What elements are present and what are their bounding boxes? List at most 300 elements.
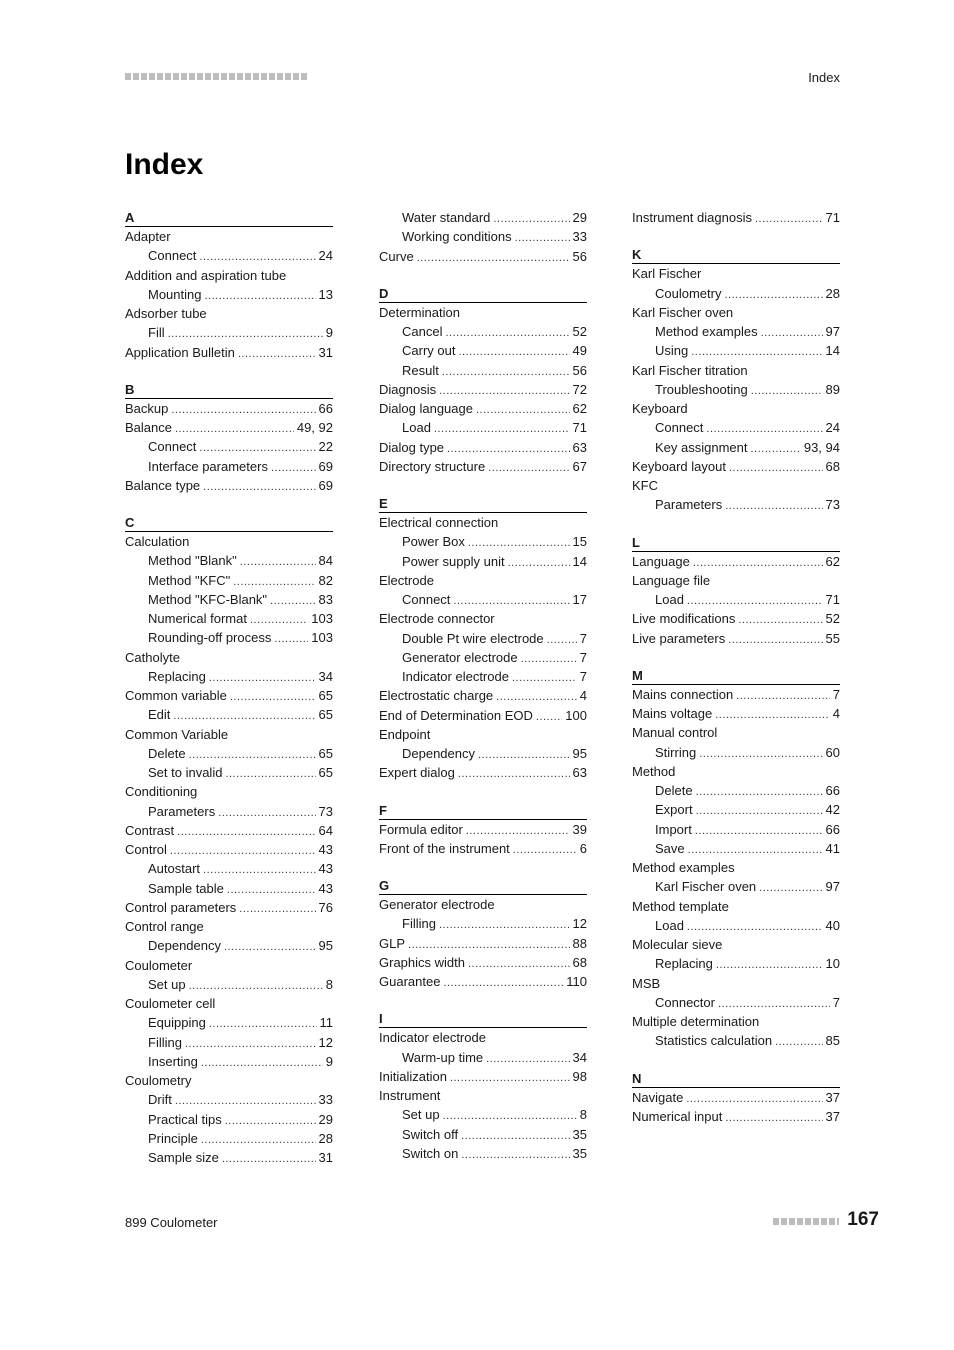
entry-page: 4: [579, 688, 587, 704]
entry-page: 43: [318, 842, 333, 857]
entry-label: Electrostatic charge: [379, 688, 494, 704]
entry-label: Load: [402, 420, 431, 436]
entry-page: 34: [318, 668, 333, 684]
index-subentry: [125, 1148, 333, 1167]
entry-label: Language: [632, 553, 690, 569]
entry-label: Generator electrode: [402, 649, 518, 665]
index-entry: [632, 858, 840, 877]
entry-page: 65: [318, 688, 333, 703]
entry-label: Equipping: [148, 1015, 206, 1031]
index-entry: [125, 648, 333, 667]
index-column-1: [125, 208, 333, 1185]
dot-leader: [486, 1050, 569, 1069]
entry-label: Set to invalid: [148, 765, 223, 780]
entry-page: 37: [825, 1108, 840, 1124]
entry-page: 10: [825, 956, 840, 972]
entry-label: Endpoint: [379, 726, 431, 742]
entry-label: Dialog language: [379, 401, 473, 416]
entry-label: Edit: [148, 707, 171, 723]
entry-label: Parameters: [655, 497, 723, 513]
index-section-continued: [379, 208, 587, 266]
index-subentry: [379, 629, 587, 648]
entry-page: 68: [572, 954, 587, 970]
index-entry: [125, 821, 333, 840]
entry-label: Method template: [632, 898, 729, 914]
entry-label: Electrical connection: [379, 515, 499, 530]
entry-page: 60: [825, 744, 840, 760]
index-subentry: [632, 954, 840, 973]
index-subentry: [632, 916, 840, 935]
entry-label: Front of the instrument: [379, 840, 510, 856]
entry-label: Electrode: [379, 572, 434, 588]
entry-label: Coulometer: [125, 957, 193, 973]
dot-leader: [696, 802, 823, 821]
entry-label: Conditioning: [125, 784, 198, 800]
index-entry: [632, 457, 840, 476]
entry-label: Using: [655, 343, 689, 359]
index-entry: [379, 399, 587, 418]
entry-page: 22: [318, 439, 333, 455]
entry-label: Guarantee: [379, 974, 441, 989]
section-letter: M: [632, 666, 840, 685]
entry-page: 9: [325, 1053, 333, 1069]
entry-page: 100: [565, 707, 587, 723]
entry-page: 37: [825, 1089, 840, 1105]
entry-label: Control: [125, 842, 167, 857]
index-entry: [379, 380, 587, 399]
index-subentry: [379, 914, 587, 933]
dot-leader: [225, 765, 315, 784]
entry-page: 97: [825, 324, 840, 339]
index-subentry: [125, 1013, 333, 1032]
dot-leader: [238, 345, 316, 364]
entry-label: Adsorber tube: [125, 306, 207, 321]
index-entry: [379, 303, 587, 322]
entry-page: 29: [572, 210, 587, 225]
entry-label: Graphics width: [379, 954, 465, 970]
entry-page: 66: [318, 400, 333, 416]
section-letter: L: [632, 533, 840, 552]
entry-label: Common variable: [125, 688, 227, 703]
entry-label: Rounding-off process: [148, 630, 272, 646]
entry-label: Coulometry: [655, 285, 722, 301]
entry-page: 7: [579, 630, 587, 646]
entry-label: Keyboard layout: [632, 458, 726, 474]
entry-page: 95: [572, 746, 587, 761]
index-entry: [125, 840, 333, 859]
index-subentry: [379, 590, 587, 609]
entry-label: Method: [632, 763, 676, 779]
entry-page: 52: [825, 611, 840, 627]
dot-leader: [736, 687, 830, 706]
index-subentry: [379, 418, 587, 437]
index-subentry: [632, 438, 840, 457]
entry-label: Switch off: [402, 1126, 459, 1142]
section-letter: E: [379, 494, 587, 513]
entry-page: 8: [579, 1107, 587, 1123]
index-entry: [125, 532, 333, 551]
entry-label: Live modifications: [632, 611, 736, 627]
entry-page: 43: [318, 861, 333, 877]
index-entry: [125, 418, 333, 437]
entry-label: Coulometer cell: [125, 996, 216, 1011]
index-section-g: [379, 876, 587, 991]
dot-leader: [716, 956, 823, 975]
index-entry: [379, 609, 587, 628]
entry-page: 33: [572, 229, 587, 245]
entry-label: Mounting: [148, 286, 202, 302]
entry-label: Sample table: [148, 880, 224, 896]
entry-label: Balance type: [125, 477, 201, 493]
entry-page: 73: [825, 497, 840, 513]
index-entry: [379, 247, 587, 266]
entry-label: Method "KFC": [148, 572, 231, 588]
entry-label: Load: [655, 592, 684, 607]
entry-page: 41: [825, 840, 840, 856]
index-subentry: [632, 993, 840, 1012]
entry-page: 29: [318, 1111, 333, 1127]
dot-leader: [274, 630, 308, 649]
entry-page: 69: [318, 477, 333, 493]
dot-leader: [547, 631, 577, 650]
dot-leader: [751, 382, 823, 401]
entry-label: Water standard: [402, 210, 491, 225]
index-subentry: [379, 1048, 587, 1067]
entry-label: Statistics calculation: [655, 1033, 773, 1049]
dot-leader: [693, 554, 823, 573]
entry-label: Generator electrode: [379, 897, 495, 912]
index-entry: [125, 1071, 333, 1090]
entry-label: Contrast: [125, 822, 175, 838]
entry-label: Set up: [402, 1107, 440, 1123]
index-subentry: [632, 743, 840, 762]
index-subentry: [379, 1105, 587, 1124]
entry-page: 34: [572, 1049, 587, 1065]
index-subentry: [632, 418, 840, 437]
index-entry: [632, 935, 840, 954]
entry-label: Troubleshooting: [655, 381, 748, 397]
dot-leader: [515, 229, 570, 248]
dot-leader: [725, 497, 822, 516]
entry-label: Expert dialog: [379, 765, 455, 781]
entry-page: 7: [832, 994, 840, 1010]
index-subentry: [125, 667, 333, 686]
index-subentry: [379, 341, 587, 360]
entry-label: Warm-up time: [402, 1049, 484, 1065]
entry-page: 63: [572, 439, 587, 455]
dot-leader: [417, 249, 570, 268]
index-entry: [632, 609, 840, 628]
entry-label: Catholyte: [125, 649, 180, 665]
index-subentry: [632, 839, 840, 858]
entry-page: 82: [318, 572, 333, 588]
entry-page: 24: [825, 420, 840, 436]
entry-label: Instrument: [379, 1088, 441, 1103]
entry-label: Practical tips: [148, 1111, 222, 1127]
index-subentry: [379, 744, 587, 763]
dot-leader: [724, 286, 822, 305]
index-subentry: [379, 667, 587, 686]
header-decoration: [125, 73, 307, 80]
index-entry: [125, 686, 333, 705]
dot-leader: [761, 324, 823, 343]
dot-leader: [478, 746, 570, 765]
dot-leader: [521, 650, 577, 669]
dot-leader: [203, 478, 315, 497]
entry-page: 85: [825, 1033, 840, 1049]
entry-page: 71: [572, 420, 587, 436]
dot-leader: [439, 916, 570, 935]
entry-label: Dialog type: [379, 439, 445, 455]
entry-label: KFC: [632, 478, 658, 493]
entry-label: Common Variable: [125, 726, 229, 742]
entry-label: End of Determination EOD: [379, 707, 533, 723]
entry-label: Calculation: [125, 534, 190, 549]
entry-page: 7: [832, 686, 840, 702]
index-entry: [125, 994, 333, 1013]
entry-label: Adapter: [125, 229, 171, 244]
entry-label: Working conditions: [402, 229, 512, 245]
index-subentry: [125, 246, 333, 265]
index-subentry: [125, 802, 333, 821]
entry-page: 69: [318, 458, 333, 474]
index-subentry: [632, 820, 840, 839]
entry-label: Navigate: [632, 1089, 684, 1105]
dot-leader: [227, 881, 316, 900]
index-entry: [125, 898, 333, 917]
dot-leader: [177, 823, 315, 842]
index-section-l: [632, 533, 840, 648]
dot-leader: [695, 822, 823, 841]
index-entry: [632, 629, 840, 648]
index-subentry: [632, 284, 840, 303]
dot-leader: [171, 401, 315, 420]
running-header: Index: [808, 70, 840, 85]
index-subentry: [125, 705, 333, 724]
entry-page: 67: [572, 458, 587, 474]
entry-label: Method "Blank": [148, 553, 237, 569]
entry-label: Delete: [655, 783, 693, 798]
entry-page: 95: [318, 938, 333, 954]
index-subentry: [632, 590, 840, 609]
index-subentry: [379, 208, 587, 227]
dot-leader: [270, 592, 315, 611]
dot-leader: [461, 1146, 569, 1165]
entry-page: 83: [318, 591, 333, 607]
index-subentry: [125, 1052, 333, 1071]
entry-page: 56: [572, 362, 587, 378]
entry-page: 12: [318, 1034, 333, 1050]
dot-leader: [461, 1127, 569, 1146]
entry-page: 4: [832, 706, 840, 721]
entry-label: Numerical input: [632, 1108, 723, 1124]
dot-leader: [443, 974, 563, 993]
index-entry: [125, 725, 333, 744]
footer-product: 899 Coulometer: [125, 1215, 218, 1230]
entry-page: 11: [319, 1015, 333, 1031]
entry-page: 28: [825, 285, 840, 301]
index-entry: [379, 953, 587, 972]
entry-page: 15: [572, 534, 587, 550]
index-subentry: [125, 551, 333, 570]
index-entry: [632, 1088, 840, 1107]
entry-page: 31: [318, 344, 333, 360]
dot-leader: [458, 765, 570, 784]
index-subentry: [379, 648, 587, 667]
index-subentry: [632, 495, 840, 514]
entry-label: Multiple determination: [632, 1014, 760, 1029]
index-entry: [632, 685, 840, 704]
entry-label: Live parameters: [632, 630, 726, 646]
entry-label: Power Box: [402, 534, 465, 550]
dot-leader: [442, 363, 570, 382]
entry-page: 24: [318, 248, 333, 264]
index-column-2: [379, 208, 587, 1181]
entry-page: 62: [825, 553, 840, 569]
entry-page: 65: [318, 765, 333, 780]
section-letter: D: [379, 284, 587, 303]
entry-page: 28: [318, 1130, 333, 1146]
index-subentry: [125, 859, 333, 878]
dot-leader: [696, 783, 823, 802]
entry-label: Method examples: [632, 860, 735, 875]
entry-page: 13: [318, 286, 333, 302]
entry-label: Import: [655, 821, 692, 837]
index-entry: [632, 303, 840, 322]
section-letter: F: [379, 801, 587, 820]
entry-label: Control range: [125, 919, 204, 934]
entry-label: Karl Fischer oven: [632, 304, 734, 320]
entry-label: Stirring: [655, 744, 697, 760]
entry-page: 43: [318, 880, 333, 896]
entry-label: Power supply unit: [402, 553, 505, 569]
index-subentry: [125, 609, 333, 628]
dot-leader: [728, 631, 822, 650]
dot-leader: [738, 611, 822, 630]
entry-label: Addition and aspiration tube: [125, 267, 287, 283]
index-section-n: [632, 1069, 840, 1127]
entry-label: Language file: [632, 572, 711, 588]
entry-label: Indicator electrode: [379, 1030, 486, 1046]
index-subentry: [125, 590, 333, 609]
entry-label: Balance: [125, 420, 172, 435]
entry-label: Indicator electrode: [402, 669, 509, 684]
entry-label: Dependency: [402, 746, 475, 761]
index-entry: [379, 820, 587, 839]
entry-page: 52: [572, 324, 587, 339]
dot-leader: [450, 1069, 570, 1088]
entry-label: Formula editor: [379, 821, 463, 837]
entry-label: Filling: [402, 916, 436, 932]
entry-label: Application Bulletin: [125, 344, 235, 360]
entry-label: Karl Fischer titration: [632, 362, 748, 378]
index-subentry: [125, 1129, 333, 1148]
dot-leader: [222, 1150, 316, 1169]
entry-page: 93, 94: [803, 439, 840, 455]
page-number: 167: [847, 1209, 879, 1230]
index-entry: [125, 956, 333, 975]
entry-label: Initialization: [379, 1068, 447, 1084]
entry-page: 66: [825, 783, 840, 798]
entry-page: 103: [311, 611, 333, 626]
entry-page: 103: [311, 630, 333, 646]
index-entry: [125, 782, 333, 801]
dot-leader: [513, 841, 577, 860]
index-entry: [379, 1086, 587, 1105]
index-subentry: [379, 532, 587, 551]
entry-page: 62: [572, 401, 587, 416]
index-subentry: [125, 1110, 333, 1129]
entry-label: Carry out: [402, 343, 456, 359]
dot-leader: [218, 804, 315, 823]
entry-page: 9: [325, 325, 333, 341]
entry-label: Manual control: [632, 725, 718, 741]
dot-leader: [468, 955, 570, 974]
index-entry: [632, 552, 840, 571]
index-entry: [379, 763, 587, 782]
entry-label: Mains voltage: [632, 706, 713, 721]
index-subentry: [125, 437, 333, 456]
entry-page: 49, 92: [296, 420, 333, 435]
entry-label: Sample size: [148, 1150, 219, 1165]
entry-label: Switch on: [402, 1145, 459, 1161]
index-entry: [379, 972, 587, 991]
dot-leader: [755, 210, 823, 229]
entry-page: 12: [572, 916, 587, 932]
dot-leader: [775, 1033, 822, 1052]
entry-page: 66: [825, 821, 840, 837]
entry-page: 68: [825, 458, 840, 474]
entry-page: 72: [572, 381, 587, 397]
dot-leader: [458, 343, 569, 362]
entry-label: Inserting: [148, 1053, 198, 1069]
index-subentry: [379, 227, 587, 246]
index-subentry: [125, 457, 333, 476]
entry-label: Backup: [125, 400, 169, 416]
index-entry: [379, 839, 587, 858]
entry-label: Determination: [379, 304, 460, 320]
entry-label: Electrode connector: [379, 611, 495, 627]
entry-label: Autostart: [148, 861, 201, 877]
index-entry: [632, 208, 840, 227]
index-entry: [379, 457, 587, 476]
entry-page: 39: [572, 821, 587, 837]
index-entry: [379, 725, 587, 744]
entry-label: Drift: [148, 1092, 172, 1108]
entry-label: Method examples: [655, 324, 758, 339]
index-entry: [379, 1067, 587, 1086]
dot-leader: [445, 324, 569, 343]
index-subentry: [632, 1031, 840, 1050]
index-entry: [379, 438, 587, 457]
entry-label: Coulometry: [125, 1073, 192, 1088]
entry-label: Instrument diagnosis: [632, 210, 752, 225]
entry-page: 42: [825, 802, 840, 818]
index-section-a: [125, 208, 333, 362]
entry-label: Connect: [402, 592, 451, 607]
entry-label: GLP: [379, 935, 406, 951]
entry-label: Curve: [379, 248, 414, 264]
entry-label: Connect: [148, 248, 197, 264]
index-entry: [379, 706, 587, 725]
entry-page: 71: [825, 592, 840, 607]
entry-label: Diagnosis: [379, 381, 437, 397]
entry-page: 110: [566, 974, 587, 989]
entry-page: 76: [318, 899, 333, 915]
entry-page: 84: [318, 553, 333, 569]
section-letter: K: [632, 245, 840, 264]
entry-page: 7: [579, 669, 587, 684]
